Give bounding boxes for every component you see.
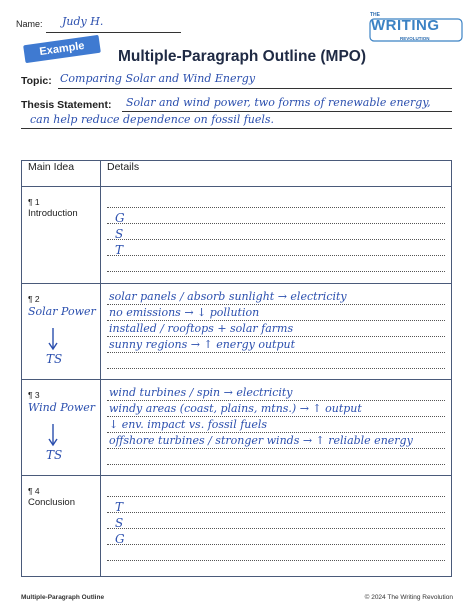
paragraph-name: Conclusion (28, 497, 75, 508)
detail-line (107, 448, 445, 449)
outline-table (21, 160, 452, 577)
detail-line (107, 560, 445, 561)
table-row (22, 476, 452, 577)
details-cell[interactable] (101, 187, 451, 283)
detail-letter: S (115, 516, 124, 530)
example-badge: Example (23, 35, 101, 63)
detail-text: sunny regions → ↑ energy output (109, 338, 296, 351)
detail-line (107, 368, 445, 369)
col-main-idea: Main Idea (22, 161, 101, 187)
detail-text: installed / rooftops + solar farms (109, 322, 294, 335)
table-row (22, 380, 452, 476)
paragraph-number: ¶ 4 (28, 486, 40, 496)
detail-text: ↓ env. impact vs. fossil fuels (109, 418, 268, 431)
thesis-line (21, 128, 452, 129)
details-cell[interactable] (101, 380, 451, 475)
paragraph-name: Wind Power (28, 401, 96, 414)
detail-letter: T (115, 243, 124, 257)
logo-revolution: REVOLUTION (400, 36, 430, 41)
detail-line (107, 271, 445, 272)
paragraph-number: ¶ 1 (28, 197, 40, 207)
detail-line (107, 304, 445, 305)
detail-line (107, 432, 445, 433)
detail-line (107, 239, 445, 240)
paragraph-name: Solar Power (28, 305, 96, 318)
detail-letter: G (115, 532, 125, 546)
footer-right: © 2024 The Writing Revolution (364, 594, 453, 601)
topic-value[interactable]: Comparing Solar and Wind Energy (60, 72, 256, 85)
table-header-row (22, 161, 452, 187)
detail-text: solar panels / absorb sunlight → electricity (109, 290, 347, 303)
thesis-value[interactable]: Solar and wind power, two forms of renewable energy, can help reduce dependence on fossil fuels. (30, 96, 431, 126)
name-line (46, 32, 181, 33)
main-idea-cell (22, 284, 100, 379)
detail-line (107, 528, 445, 529)
topic-label: Topic: (21, 75, 52, 87)
detail-line (107, 223, 445, 224)
detail-letter: G (115, 211, 125, 225)
paragraph-name: Introduction (28, 208, 78, 219)
topic-line (58, 88, 452, 89)
details-cell[interactable] (101, 284, 451, 379)
arrow-down-icon (46, 326, 60, 352)
main-idea-cell (22, 476, 100, 576)
detail-text: offshore turbines / stronger winds → ↑ reliable energy (109, 434, 413, 447)
detail-line (107, 336, 445, 337)
logo-writing: WRITING (371, 17, 440, 34)
detail-line (107, 416, 445, 417)
detail-text: no emissions → ↓ pollution (109, 306, 260, 319)
col-details: Details (101, 161, 452, 187)
detail-line (107, 544, 445, 545)
topic-sentence-label: TS (46, 448, 63, 462)
detail-line (107, 352, 445, 353)
detail-text: windy areas (coast, plains, mtns.) → ↑ output (109, 402, 362, 415)
footer-left: Multiple-Paragraph Outline (21, 594, 105, 601)
details-cell[interactable] (101, 476, 451, 576)
table-row (22, 187, 452, 284)
arrow-down-icon (46, 422, 60, 448)
main-idea-cell (22, 187, 100, 283)
name-value[interactable]: Judy H. (62, 15, 104, 28)
name-label: Name: (16, 19, 43, 29)
paragraph-number: ¶ 3 (28, 390, 40, 400)
table-row (22, 284, 452, 380)
page-title: Multiple-Paragraph Outline (MPO) (118, 48, 367, 65)
topic-sentence-label: TS (46, 352, 63, 366)
thesis-line (122, 111, 452, 112)
detail-text: wind turbines / spin → electricity (109, 386, 293, 399)
detail-line (107, 255, 445, 256)
detail-line (107, 512, 445, 513)
thesis-label: Thesis Statement: (21, 99, 112, 111)
logo-the: THE (370, 12, 380, 18)
detail-line (107, 400, 445, 401)
detail-letter: T (115, 500, 124, 514)
detail-line (107, 496, 445, 497)
detail-line (107, 320, 445, 321)
detail-line (107, 464, 445, 465)
detail-letter: S (115, 227, 124, 241)
paragraph-number: ¶ 2 (28, 294, 40, 304)
detail-line (107, 207, 445, 208)
main-idea-cell (22, 380, 100, 475)
